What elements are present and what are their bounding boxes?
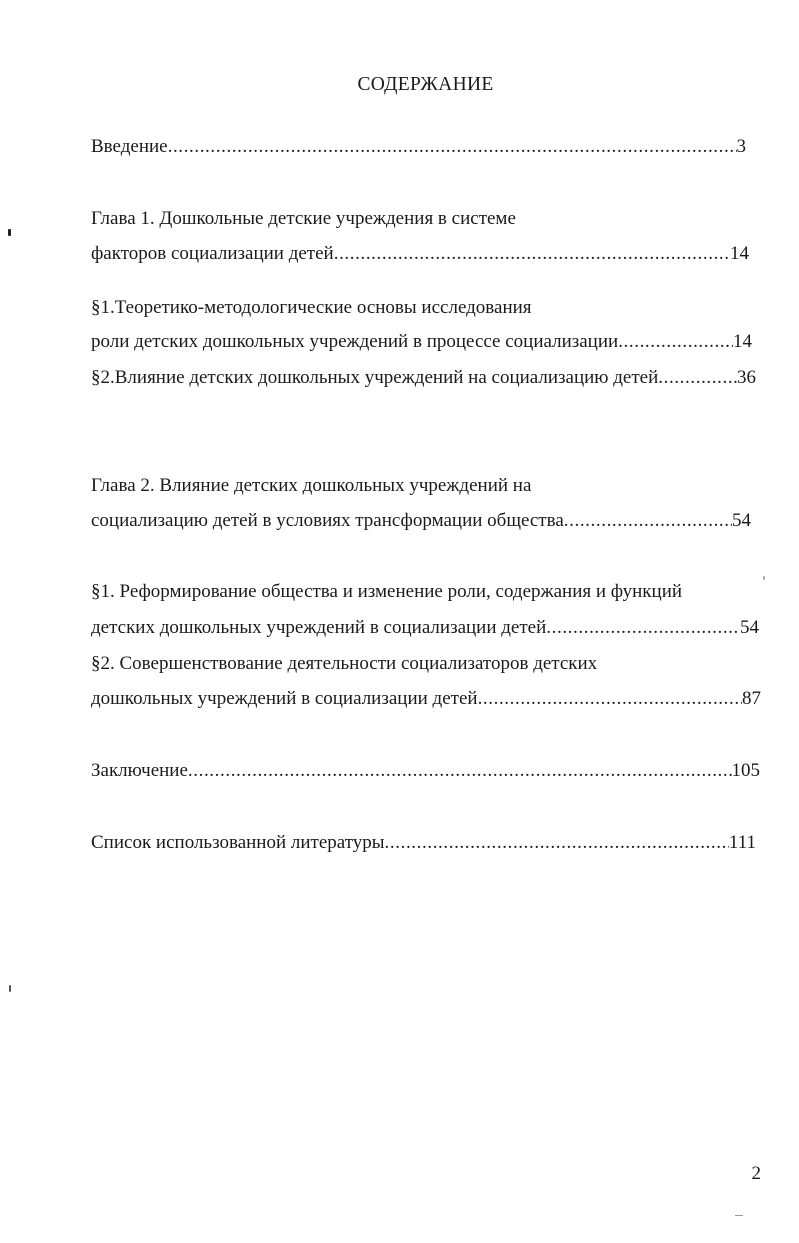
leader-dots xyxy=(385,831,729,855)
toc-ch2-section-2-line-1: §2. Совершенствование деятельности социализаторов детских xyxy=(91,653,598,674)
toc-page-number: 111 xyxy=(728,832,756,853)
leader-dots xyxy=(658,366,737,390)
toc-page-number: 54 xyxy=(732,510,751,531)
toc-chapter-1-line-2 xyxy=(91,242,749,266)
toc-ch1-section-1-line-1: §1.Теоретико-методологические основы исследования xyxy=(91,297,532,318)
toc-chapter-2-line-2 xyxy=(91,509,751,533)
toc-ch2-section-1-line-1: §1. Реформирование общества и изменение роли, содержания и функций xyxy=(91,581,683,602)
toc-entry-text: дошкольных учреждений в социализации детей xyxy=(91,688,478,709)
toc-entry-references xyxy=(91,831,756,855)
page-number: 2 xyxy=(751,1163,761,1184)
toc-entry-text: Введение xyxy=(91,136,168,157)
toc-entry-text: роли детских дошкольных учреждений в процессе социализации xyxy=(91,331,619,352)
leader-dots xyxy=(618,330,733,354)
toc-entry-text: §2.Влияние детских дошкольных учреждений на социализацию детей xyxy=(91,367,659,388)
leader-dots xyxy=(478,687,742,711)
leader-dots xyxy=(334,242,730,266)
toc-chapter-2-line-1: Глава 2. Влияние детских дошкольных учреждений на xyxy=(91,475,532,496)
toc-page-number: 36 xyxy=(737,367,756,388)
toc-entry-intro xyxy=(91,135,746,159)
scan-speck xyxy=(763,576,765,580)
toc-entry-text: Заключение xyxy=(91,760,188,781)
toc-page-number: 54 xyxy=(740,617,759,638)
toc-ch2-section-2-line-2 xyxy=(91,687,761,711)
leader-dots xyxy=(546,616,740,640)
scan-speck xyxy=(9,985,11,992)
page-title: СОДЕРЖАНИЕ xyxy=(357,74,494,95)
scan-speck xyxy=(8,229,11,236)
toc-page-number: 3 xyxy=(736,136,746,157)
toc-entry-conclusion xyxy=(91,759,760,783)
toc-page-number: 105 xyxy=(731,760,760,781)
toc-page-number: 87 xyxy=(742,688,761,709)
toc-entry-text: детских дошкольных учреждений в социализации детей xyxy=(91,617,547,638)
toc-ch1-section-1-line-2 xyxy=(91,330,752,354)
toc-entry-text: социализацию детей в условиях трансформации общества xyxy=(91,510,564,531)
toc-entry-text: факторов социализации детей xyxy=(91,243,334,264)
leader-dots xyxy=(168,135,737,159)
toc-chapter-1-line-1: Глава 1. Дошкольные детские учреждения в системе xyxy=(91,208,516,229)
toc-ch2-section-1-line-2 xyxy=(91,616,759,640)
toc-entry-text: Список использованной литературы xyxy=(91,832,385,853)
toc-ch1-section-2 xyxy=(91,366,756,390)
toc-page-number: 14 xyxy=(730,243,749,264)
scan-speck xyxy=(735,1215,743,1216)
leader-dots xyxy=(188,759,732,783)
toc-page-number: 14 xyxy=(733,331,752,352)
leader-dots xyxy=(564,509,732,533)
